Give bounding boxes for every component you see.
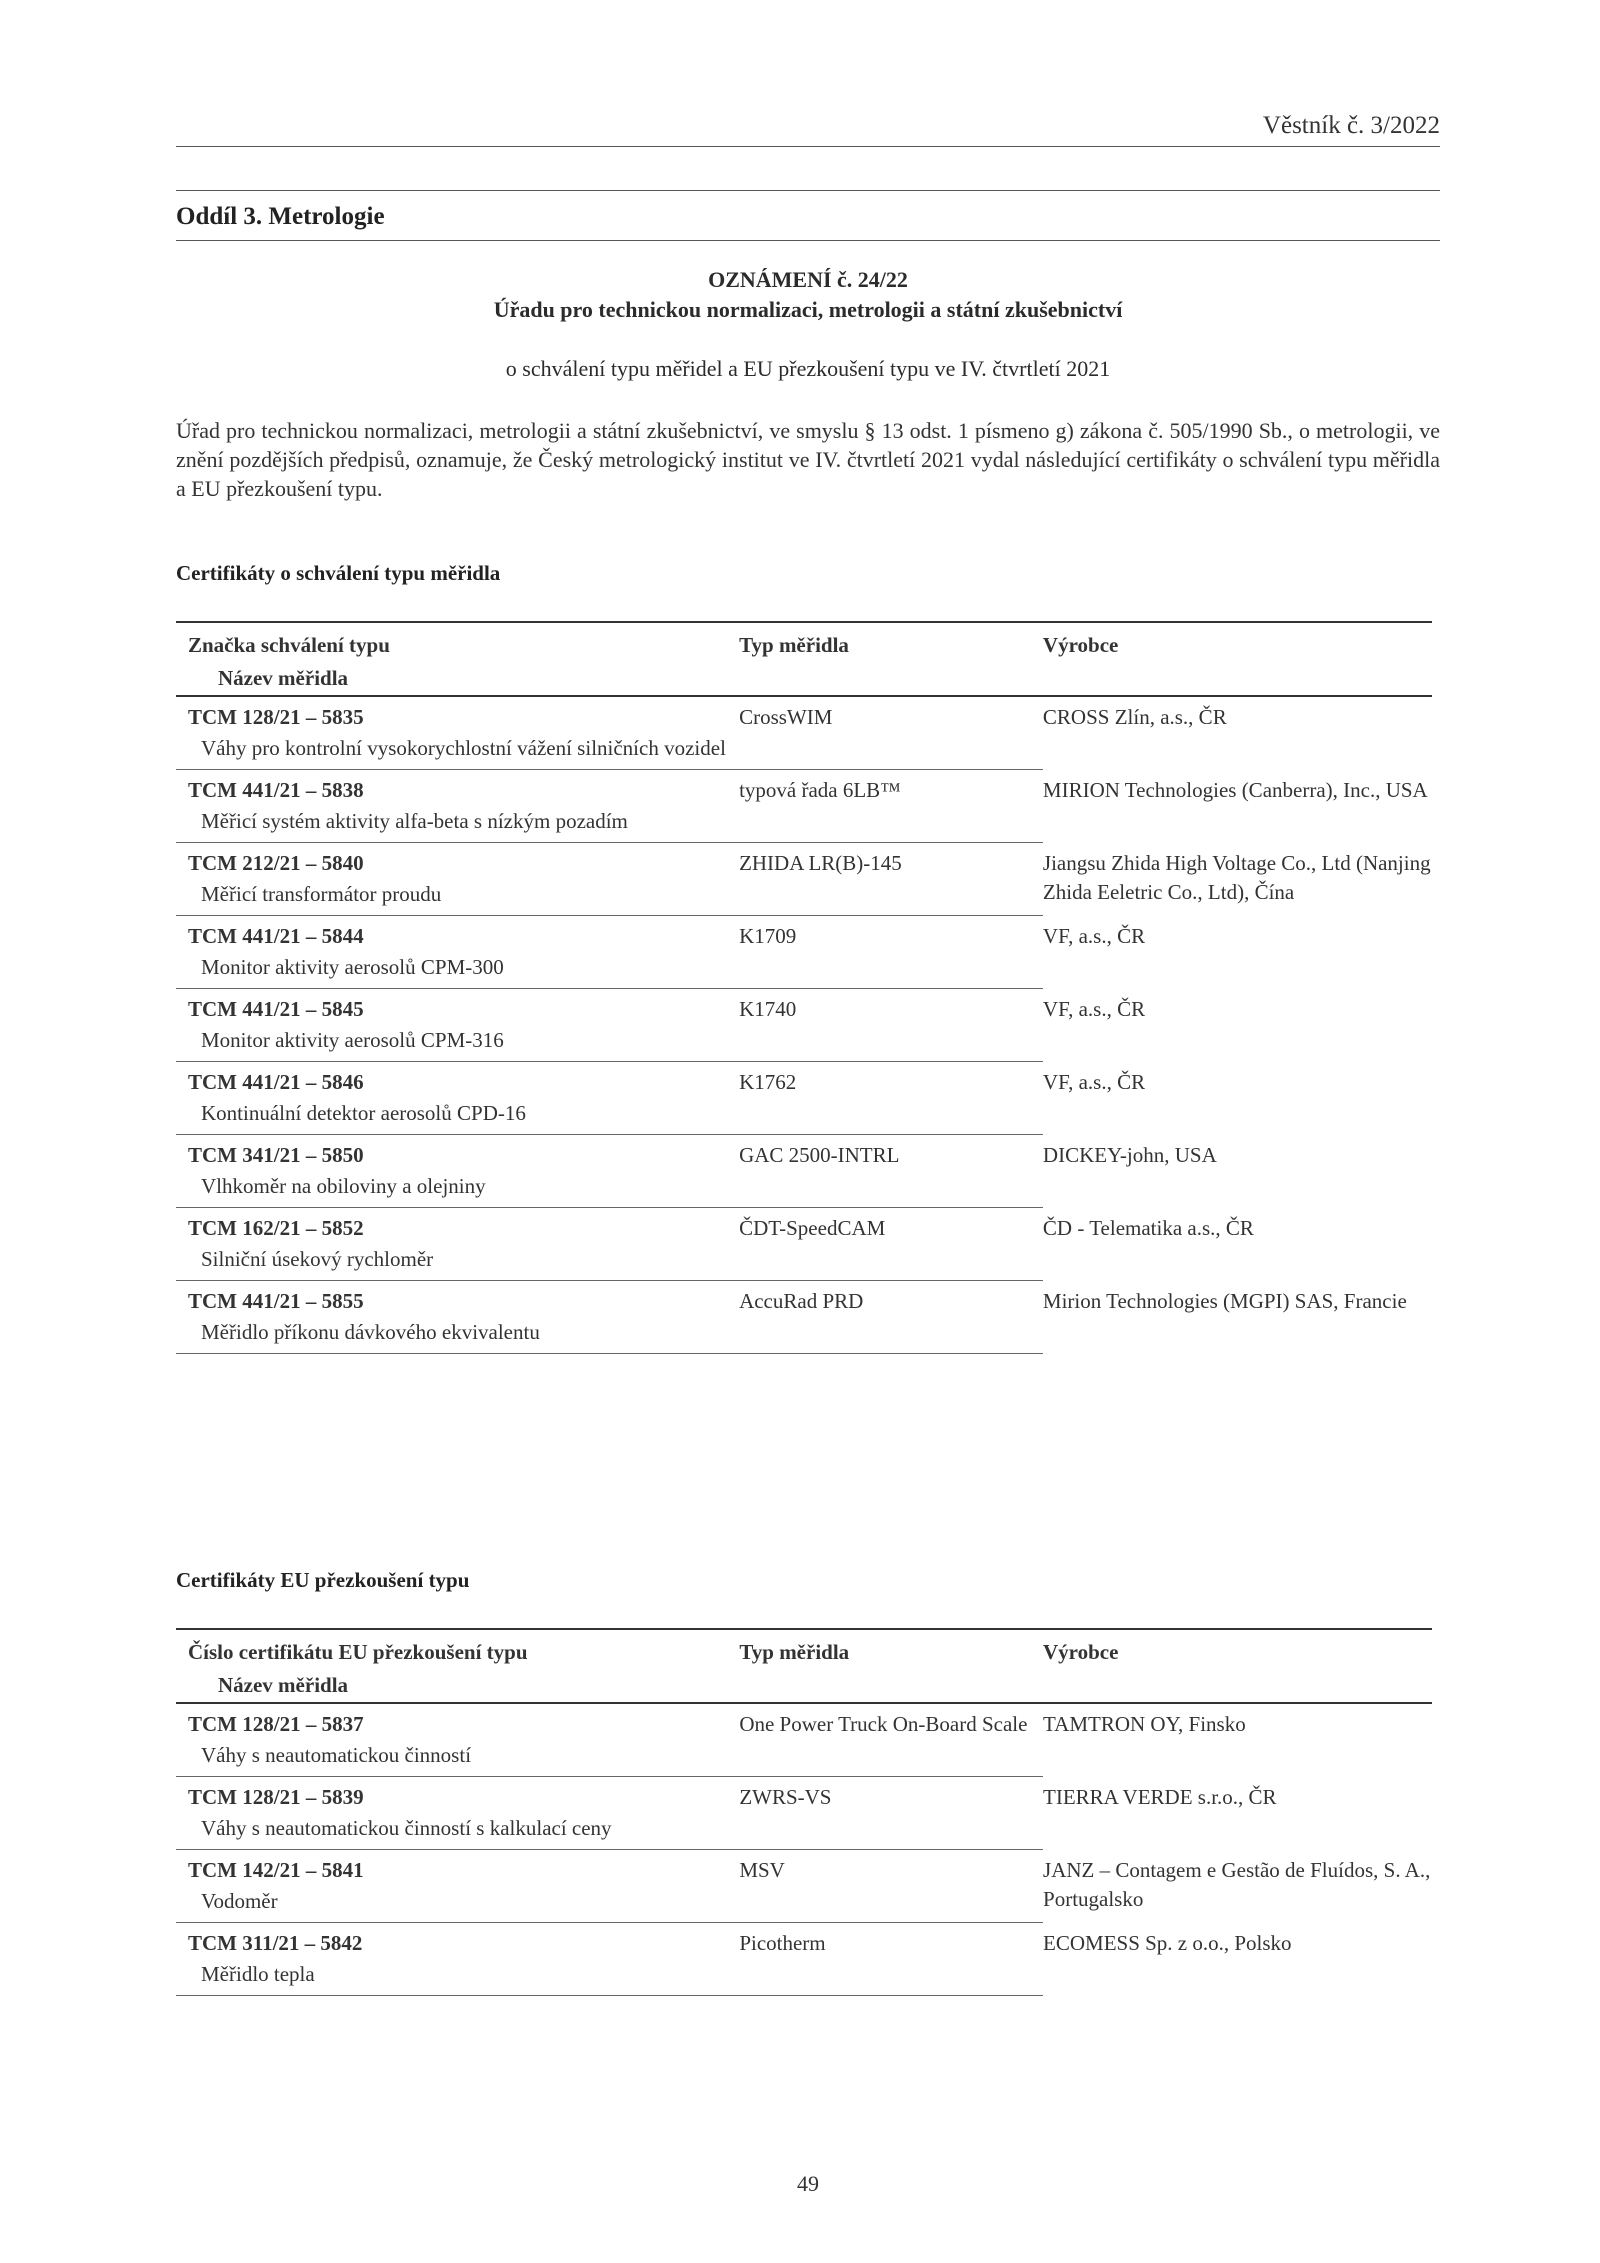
meter-name: Silniční úsekový rychloměr: [176, 1243, 1043, 1281]
manufacturer: MIRION Technologies (Canberra), Inc., USA: [1042, 777, 1428, 802]
meter-type: ČDT-SpeedCAM: [739, 1216, 886, 1240]
column-header-mark: Značka schválení typu: [176, 622, 739, 658]
announcement-body: Úřad pro technickou normalizaci, metrologii a státní zkušebnictví, ve smyslu § 13 odst. 1 písmeno g) zákona č. 505/1990 Sb., o metrologii, ve znění pozdějších předpisů, oznamuje, že Český metrologický institut ve IV. čtvrtletí 2021 vydal následující certifikáty o schválení typu měřidla a EU přezkoušení typu.: [176, 418, 1440, 501]
cert-mark: TCM 212/21 – 5840: [188, 851, 364, 875]
cert-mark: TCM 441/21 – 5855: [188, 1289, 364, 1313]
type-approval-table: [176, 621, 1432, 1354]
column-header-cert-number: Číslo certifikátu EU přezkoušení typu: [176, 1629, 739, 1665]
manufacturer: CROSS Zlín, a.s., ČR: [1042, 705, 1227, 729]
column-header-maker: Výrobce: [1043, 622, 1432, 658]
section-title: Oddíl 3. Metrologie: [176, 203, 385, 230]
table1-heading: Certifikáty o schválení typu měřidla: [176, 561, 501, 585]
table-row: [176, 916, 1432, 952]
table-row: [176, 1923, 1432, 1959]
table-row: [176, 1777, 1432, 1813]
table2-heading: Certifikáty EU přezkoušení typu: [176, 1568, 470, 1592]
meter-type: MSV: [739, 1858, 785, 1882]
manufacturer: ČD - Telematika a.s., ČR: [1042, 1215, 1254, 1240]
meter-name: Vodoměr: [176, 1885, 1043, 1923]
manufacturer: ECOMESS Sp. z o.o., Polsko: [1043, 1930, 1292, 1955]
table-row: [176, 1062, 1432, 1098]
announcement-subject: o schválení typu měřidel a EU přezkoušení typu ve IV. čtvrtletí 2021: [505, 356, 1111, 381]
meter-type: K1762: [739, 1070, 797, 1094]
manufacturer: DICKEY-john, USA: [1042, 1142, 1217, 1167]
meter-type: CrossWIM: [739, 705, 833, 729]
meter-type: One Power Truck On-Board Scale: [739, 1712, 1028, 1736]
column-header-maker: Výrobce: [1043, 1629, 1432, 1665]
column-header-type: Typ měřidla: [739, 1629, 1043, 1665]
column-header-name: Název měřidla: [176, 658, 1432, 696]
table-row: [176, 843, 1432, 879]
manufacturer: Jiangsu Zhida High Voltage Co., Ltd (Nanjing Zhida Eeletric Co., Ltd), Čína: [1042, 850, 1431, 904]
section-rule-bottom: [176, 240, 1440, 241]
table-row: [176, 770, 1432, 806]
cert-mark: TCM 441/21 – 5845: [188, 997, 364, 1021]
table-row: [176, 1208, 1432, 1244]
announcement-authority: Úřadu pro technickou normalizaci, metrologii a státní zkušebnictví: [493, 297, 1123, 322]
cert-mark: TCM 441/21 – 5844: [188, 924, 364, 948]
column-header-type: Typ měřidla: [739, 622, 1043, 658]
meter-type: ZWRS-VS: [739, 1785, 832, 1809]
table-row: [176, 989, 1432, 1025]
meter-type: typová řada 6LB™: [739, 778, 901, 802]
cert-mark: TCM 311/21 – 5842: [188, 1931, 363, 1955]
table-row: [176, 1135, 1432, 1171]
announcement-title: OZNÁMENÍ č. 24/22: [708, 267, 908, 292]
column-header-name: Název měřidla: [176, 1665, 1432, 1703]
meter-name: Měřidlo příkonu dávkového ekvivalentu: [176, 1316, 1043, 1354]
meter-name: Měřidlo tepla: [176, 1958, 1043, 1996]
meter-name: Měřicí systém aktivity alfa-beta s nízkým pozadím: [176, 805, 1043, 843]
table-row: [176, 1703, 1432, 1739]
meter-name: Váhy s neautomatickou činností: [176, 1739, 1043, 1777]
cert-mark: TCM 441/21 – 5846: [188, 1070, 364, 1094]
manufacturer: Mirion Technologies (MGPI) SAS, Francie: [1042, 1288, 1407, 1313]
meter-type: K1709: [739, 924, 797, 948]
meter-name: Kontinuální detektor aerosolů CPD-16: [176, 1097, 1043, 1135]
table-row: [176, 696, 1432, 732]
cert-mark: TCM 341/21 – 5850: [188, 1143, 364, 1167]
meter-type: AccuRad PRD: [739, 1289, 864, 1313]
running-header: Věstník č. 3/2022: [1262, 112, 1440, 139]
meter-type: ZHIDA LR(B)-145: [739, 851, 902, 875]
cert-mark: TCM 142/21 – 5841: [188, 1858, 364, 1882]
manufacturer: VF, a.s., ČR: [1042, 923, 1146, 948]
meter-name: Monitor aktivity aerosolů CPM-300: [176, 951, 1043, 989]
cert-mark: TCM 128/21 – 5839: [188, 1785, 364, 1809]
section-rule-top: [176, 190, 1440, 191]
cert-mark: TCM 441/21 – 5838: [188, 778, 364, 802]
manufacturer: TAMTRON OY, Finsko: [1043, 1712, 1246, 1736]
manufacturer: VF, a.s., ČR: [1042, 1069, 1146, 1094]
meter-name: Váhy s neautomatickou činností s kalkulací ceny: [176, 1812, 1043, 1850]
meter-name: Vlhkoměr na obiloviny a olejniny: [176, 1170, 1043, 1208]
manufacturer: TIERRA VERDE s.r.o., ČR: [1043, 1784, 1277, 1809]
page-number: 49: [797, 2171, 819, 2196]
manufacturer: JANZ – Contagem e Gestão de Fluídos, S. A., Portugalsko: [1043, 1857, 1431, 1911]
table-row: [176, 1281, 1432, 1317]
meter-type: Picotherm: [739, 1931, 826, 1955]
cert-mark: TCM 128/21 – 5837: [188, 1712, 364, 1736]
meter-type: K1740: [739, 997, 797, 1021]
meter-name: Váhy pro kontrolní vysokorychlostní vážení silničních vozidel: [176, 732, 1043, 770]
meter-type: GAC 2500-INTRL: [739, 1143, 900, 1167]
meter-name: Monitor aktivity aerosolů CPM-316: [176, 1024, 1043, 1062]
cert-mark: TCM 162/21 – 5852: [188, 1216, 364, 1240]
meter-name: Měřicí transformátor proudu: [176, 878, 1043, 916]
eu-exam-table: [176, 1628, 1432, 1996]
manufacturer: VF, a.s., ČR: [1042, 996, 1146, 1021]
table-row: [176, 1850, 1432, 1886]
header-rule: [176, 146, 1440, 147]
cert-mark: TCM 128/21 – 5835: [188, 705, 364, 729]
